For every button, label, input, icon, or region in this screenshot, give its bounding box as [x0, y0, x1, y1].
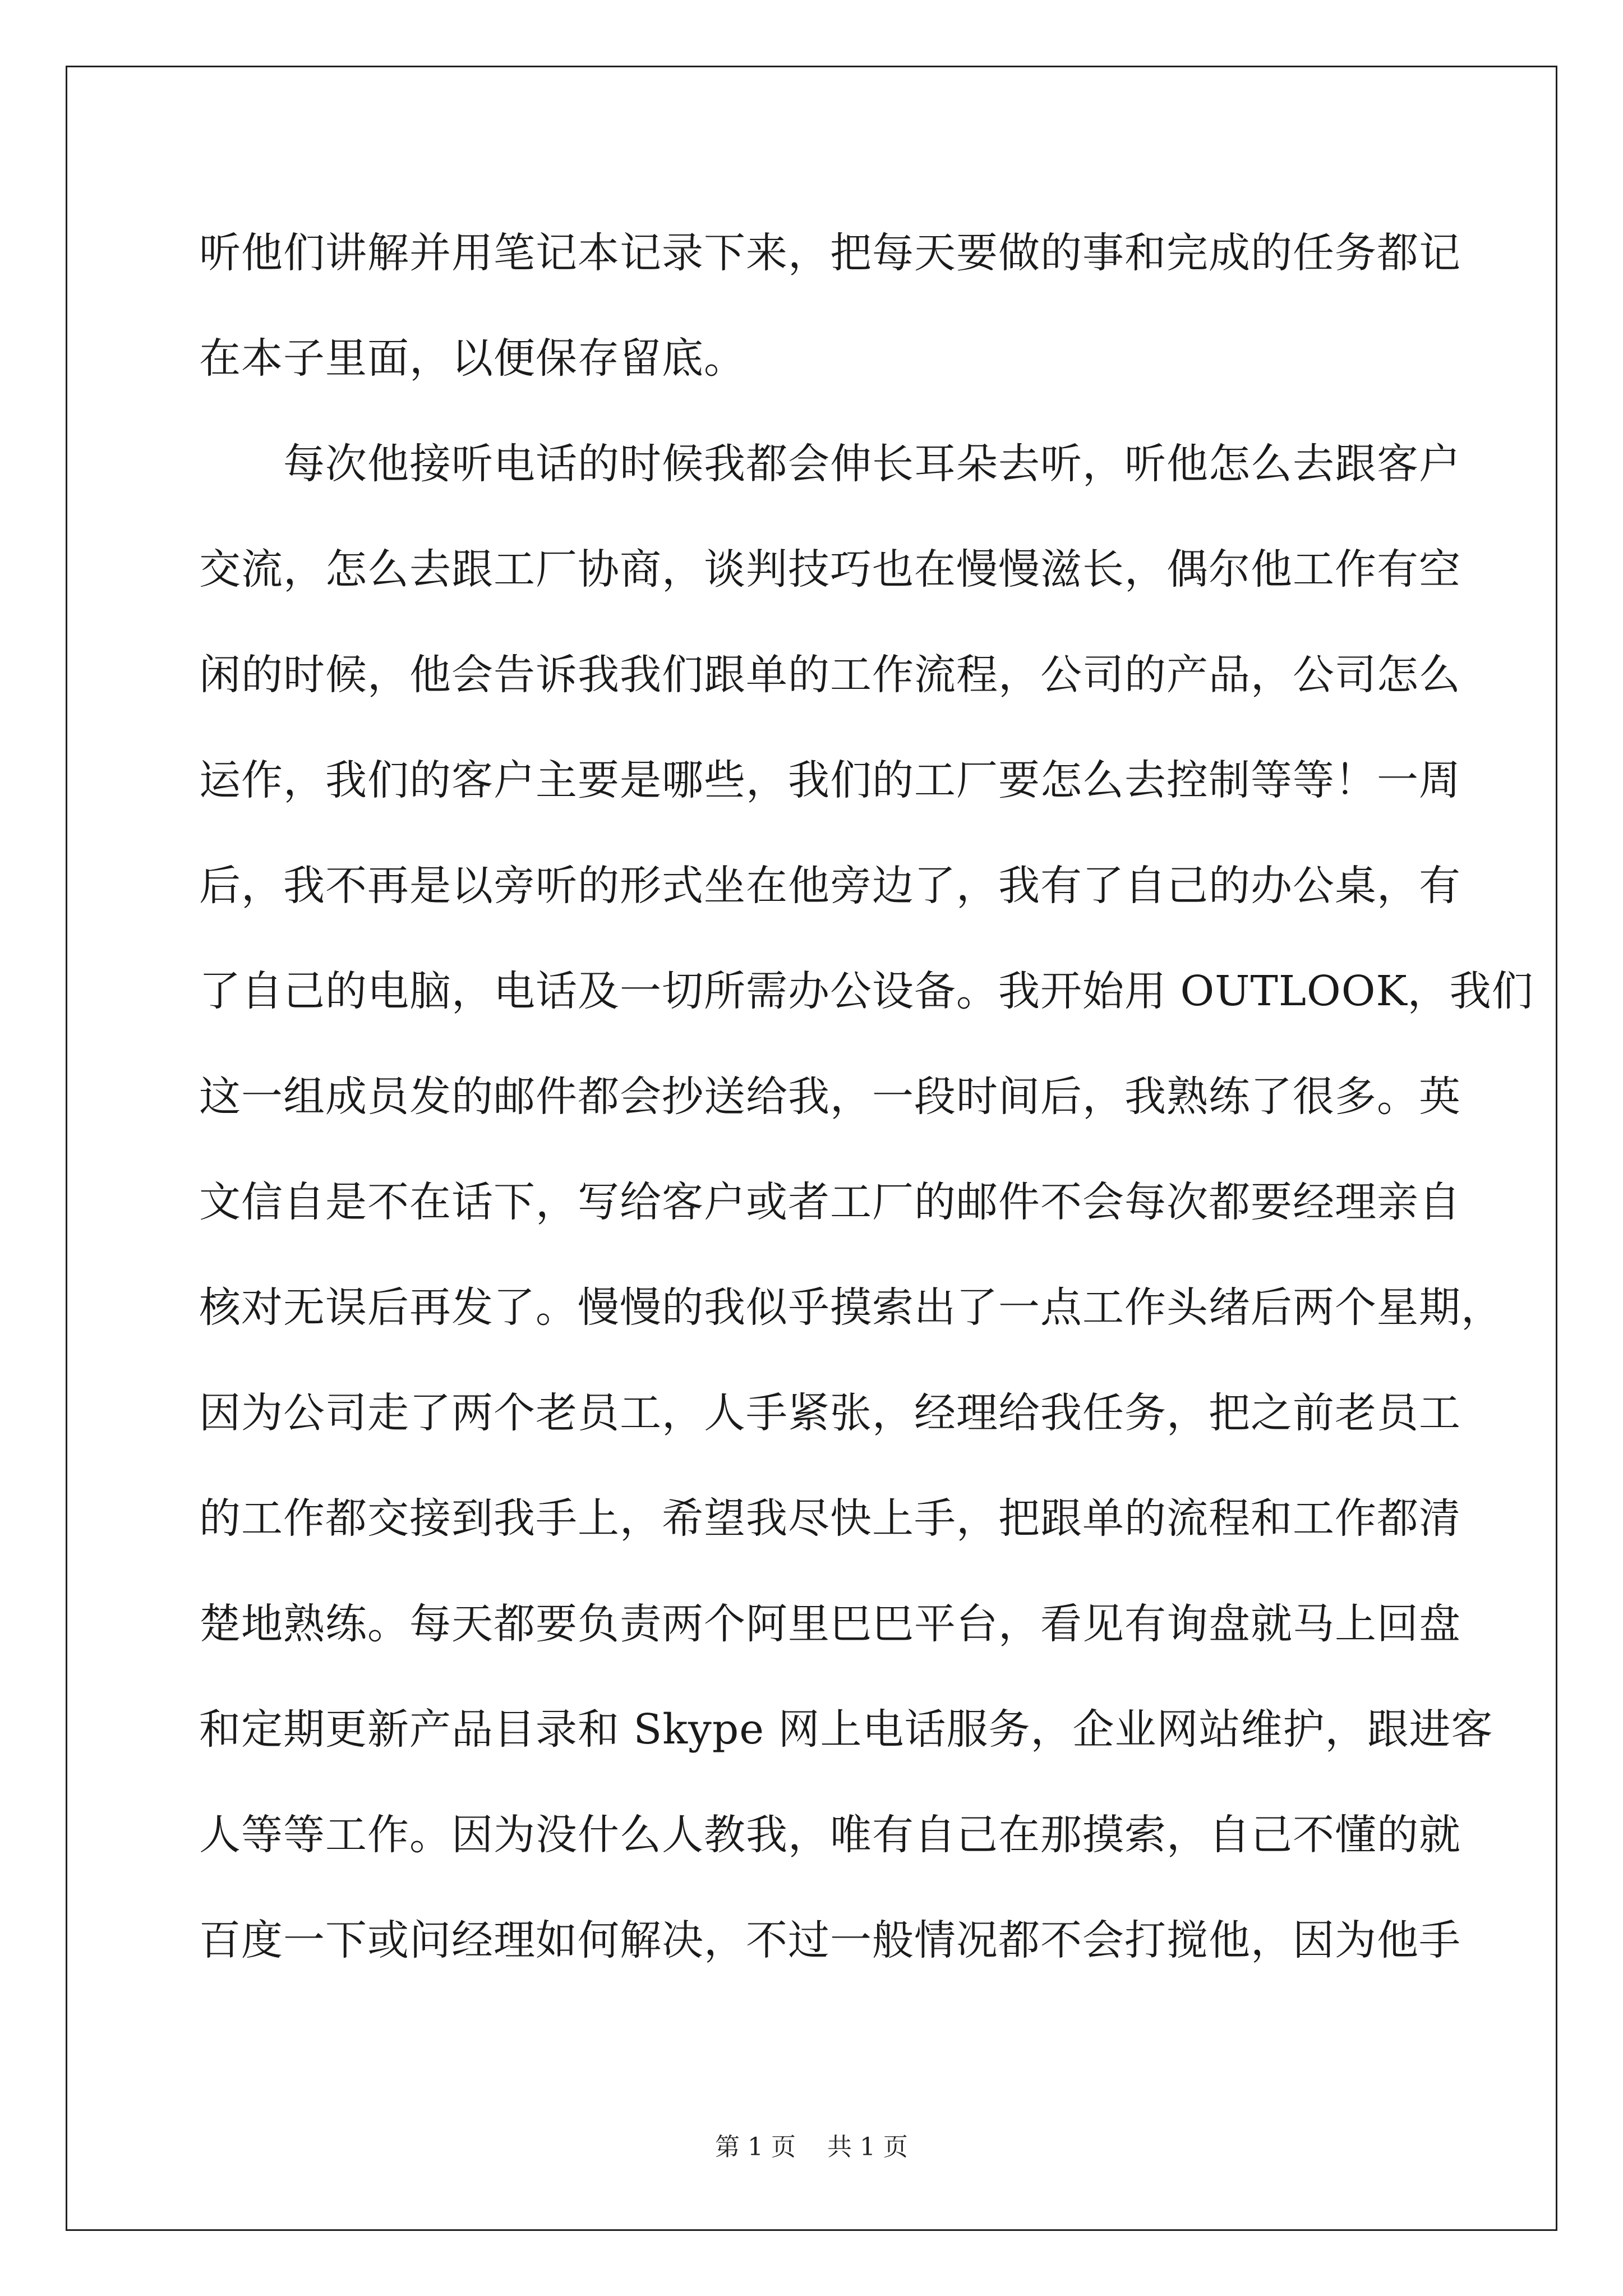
- text-line-1: 听他们讲解并用笔记本记录下来，把每天要做的事和完成的任务都记: [199, 229, 1461, 277]
- text-line-7: 后，我不再是以旁听的形式坐在他旁边了，我有了自己的办公桌，有: [199, 862, 1461, 910]
- text-line-17: 百度一下或问经理如何解决，不过一般情况都不会打搅他，因为他手: [199, 1916, 1461, 1964]
- page-total: 共 1 页: [827, 2133, 908, 2161]
- text-line-5: 闲的时候，他会告诉我我们跟单的工作流程，公司的产品，公司怎么: [199, 651, 1461, 699]
- text-line-16: 人等等工作。因为没什么人教我，唯有自己在那摸索，自己不懂的就: [199, 1811, 1461, 1859]
- text-line-3: 每次他接听电话的时候我都会伸长耳朵去听，听他怎么去跟客户: [199, 440, 1461, 488]
- page-number: 第 1 页: [715, 2133, 796, 2161]
- text-line-4: 交流，怎么去跟工厂协商，谈判技巧也在慢慢滋长，偶尔他工作有空: [199, 545, 1461, 593]
- text-line-8: 了自己的电脑，电话及一切所需办公设备。我开始用 OUTLOOK，我们: [199, 967, 1534, 1015]
- text-line-14: 楚地熟练。每天都要负责两个阿里巴巴平台，看见有询盘就马上回盘: [199, 1600, 1461, 1648]
- text-line-6: 运作，我们的客户主要是哪些，我们的工厂要怎么去控制等等！一周: [199, 756, 1461, 804]
- text-line-15: 和定期更新产品目录和 Skype 网上电话服务，企业网站维护，跟进客: [199, 1705, 1493, 1754]
- text-line-12: 因为公司走了两个老员工，人手紧张，经理给我任务，把之前老员工: [199, 1389, 1461, 1437]
- text-line-11: 核对无误后再发了。慢慢的我似乎摸索出了一点工作头绪后两个星期，: [199, 1283, 1503, 1332]
- text-line-13: 的工作都交接到我手上，希望我尽快上手，把跟单的流程和工作都清: [199, 1494, 1461, 1543]
- page-footer: [0, 2132, 1623, 2163]
- text-line-2: 在本子里面，以便保存留底。: [199, 334, 746, 383]
- text-line-10: 文信自是不在话下，写给客户或者工厂的邮件不会每次都要经理亲自: [199, 1178, 1461, 1226]
- text-line-9: 这一组成员发的邮件都会抄送给我，一段时间后，我熟练了很多。英: [199, 1073, 1461, 1121]
- document-body: [199, 210, 1534, 2003]
